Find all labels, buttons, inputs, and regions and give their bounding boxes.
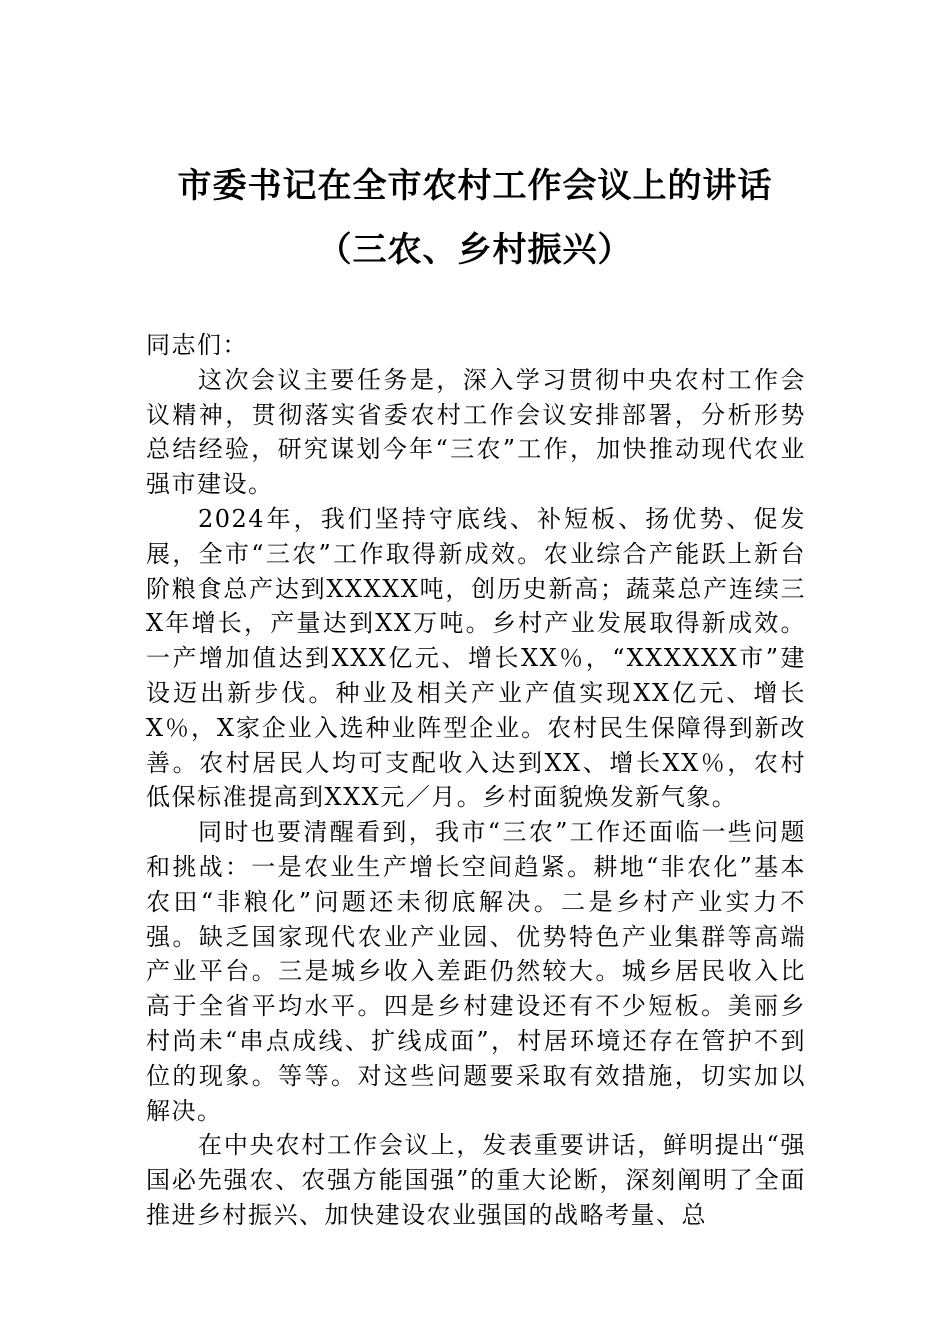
paragraph-2: 2024年，我们坚持守底线、补短板、扬优势、促发展，全市“三农”工作取得新成效。农业综合产能跃上新台阶粮食总产达到XXXXX吨，创历史新高；蔬菜总产连续三X年增长，产量达到XX万吨。乡村产业发展取得新成效。一产增加值达到XXX亿元、增长XX％，“XXXXXX市”建设迈出新步伐。种业及相关产业产值实现XX亿元、增长X％，X家企业入选种业阵型企业。农村民生保障得到新改善。农村居民人均可支配收入达到XX、增长XX％，农村低保标准提高到XXX元／月。乡村面貌焕发新气象。 — [146, 504, 806, 812]
salutation: 同志们： — [146, 331, 248, 359]
document-title: 市委书记在全市农村工作会议上的讲话 — [177, 166, 773, 206]
paragraph-3: 同时也要清醒看到，我市“三农”工作还面临一些问题和挑战：一是农业生产增长空间趋紧。耕地“非农化”基本农田“非粮化”问题还未彻底解决。二是乡村产业实力不强。缺乏国家现代农业产业园、优势特色产业集群等高端产业平台。三是城乡收入差距仍然较大。城乡居民收入比高于全省平均水平。四是乡村建设还有不少短板。美丽乡村尚未“串点成线、扩线成面”，村居环境还存在管护不到位的现象。等等。对这些问题要采取有效措施，切实加以解决。 — [146, 818, 806, 1125]
document-subtitle: （三农、乡村振兴） — [317, 230, 633, 270]
document-body — [146, 328, 806, 1233]
paragraph-4: 在中央农村工作会议上，发表重要讲话，鲜明提出“强国必先强农、农强方能国强”的重大论断，深刻阐明了全面推进乡村振兴、加快建设农业强国的战略考量、总 — [146, 1131, 806, 1229]
paragraph-1: 这次会议主要任务是，深入学习贯彻中央农村工作会议精神，贯彻落实省委农村工作会议安排部署，分析形势总结经验，研究谋划今年“三农”工作，加快推动现代农业强市建设。 — [146, 365, 806, 499]
